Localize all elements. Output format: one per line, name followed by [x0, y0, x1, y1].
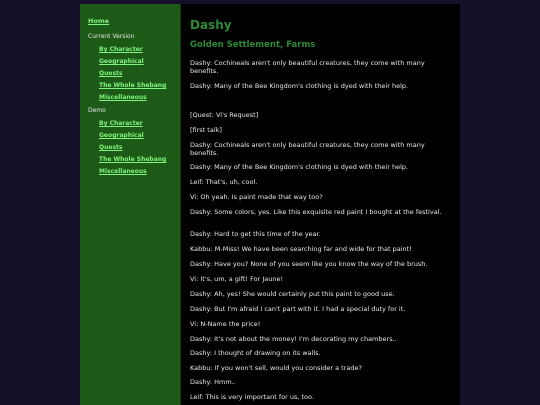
- dialogue-line: Dashy: Have you? None of you seem like you know the way of the brush.: [190, 260, 428, 268]
- sidebar: [80, 4, 181, 405]
- dialogue-line: Dashy: Many of the Bee Kingdom's clothing is dyed with their help.: [190, 163, 409, 171]
- nav-demo-quests-link[interactable]: Quests: [99, 144, 123, 151]
- dialogue-line: Dashy: Hard to get this time of the year.: [190, 230, 321, 238]
- nav-demo-geographical-link[interactable]: Geographical: [99, 132, 144, 139]
- page-title: Dashy: [190, 18, 232, 32]
- page-frame: [80, 4, 460, 405]
- dialogue-line: Dashy: Ah, yes! She would certainly put this paint to good use.: [190, 290, 395, 298]
- dialogue-line: Dashy: Some colors, yes. Like this exquisite red paint I bought at the festival.: [190, 208, 442, 216]
- dialogue-line: Vi: Oh yeah. Is paint made that way too?: [190, 193, 323, 201]
- dialogue-line: Vi: It's, um, a gift! For Jaune!: [190, 275, 284, 283]
- page-subtitle: Golden Settlement, Farms: [190, 40, 316, 50]
- nav-section-demo: Demo: [88, 107, 106, 114]
- dialogue-line: Dashy: Cochineals aren't only beautiful creatures, they come with many benefits.: [190, 59, 425, 75]
- dialogue-line: Dashy: Hmm..: [190, 378, 236, 386]
- nav-section-current-version: Current Version: [88, 33, 135, 40]
- dialogue-line: Kabbu: M-Miss! We have been searching far and wide for that paint!: [190, 245, 412, 253]
- nav-current-miscellaneous-link[interactable]: Miscellaneous: [99, 94, 147, 101]
- nav-demo-by-character-link[interactable]: By Character: [99, 120, 143, 127]
- nav-current-quests-link[interactable]: Quests: [99, 70, 123, 77]
- main-content: [181, 4, 460, 405]
- dialogue-line: Dashy: I thought of drawing on its walls.: [190, 349, 321, 357]
- nav-current-geographical-link[interactable]: Geographical: [99, 58, 144, 65]
- dialogue-line: Leif: That's, uh, cool.: [190, 178, 258, 186]
- dialogue-line: Dashy: Many of the Bee Kingdom's clothing is dyed with their help.: [190, 82, 409, 90]
- nav-home-link[interactable]: Home: [88, 17, 110, 25]
- dialogue-line: Dashy: But I'm afraid I can't part with it. I had a special duty for it.: [190, 305, 406, 313]
- nav-demo-whole-shebang-link[interactable]: The Whole Shebang: [99, 156, 167, 163]
- dialogue-line: Kabbu: If you won't sell, would you consider a trade?: [190, 364, 362, 372]
- dialogue-line: Vi: N-Name the price!: [190, 320, 261, 328]
- nav-current-by-character-link[interactable]: By Character: [99, 46, 143, 53]
- dialogue-line: Leif: This is very important for us, too.: [190, 393, 314, 401]
- dialogue-line: Dashy: It's not about the money! I'm decorating my chambers..: [190, 335, 397, 343]
- dialogue-line: Dashy: Cochineals aren't only beautiful creatures, they come with many benefits.: [190, 141, 425, 157]
- nav-current-whole-shebang-link[interactable]: The Whole Shebang: [99, 82, 167, 89]
- dialogue-line: [first talk]: [190, 126, 222, 134]
- nav-demo-miscellaneous-link[interactable]: Miscellaneous: [99, 168, 147, 175]
- dialogue-line: [Quest: Vi's Request]: [190, 111, 259, 119]
